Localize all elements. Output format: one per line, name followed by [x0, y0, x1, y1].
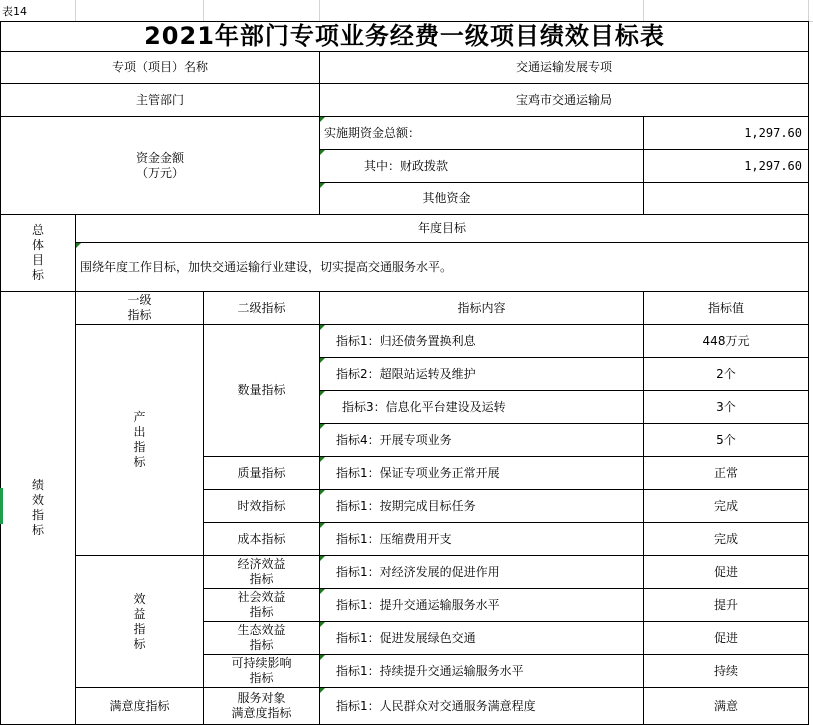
- quality-content[interactable]: 指标1：保证专项业务正常开展: [320, 457, 644, 490]
- cost-value[interactable]: 完成: [644, 523, 809, 556]
- ecological-value[interactable]: 促进: [644, 622, 809, 655]
- department-value[interactable]: 宝鸡市交通运输局: [320, 84, 809, 117]
- gridline: [203, 0, 204, 22]
- header-level2[interactable]: 二级指标: [204, 292, 320, 325]
- timeliness-value[interactable]: 完成: [644, 490, 809, 523]
- sustainable-value[interactable]: 持续: [644, 655, 809, 688]
- quantity-row-2-value[interactable]: 2个: [644, 358, 809, 391]
- funds-total-label[interactable]: 实施期资金总额：: [320, 117, 644, 150]
- sustainable-content[interactable]: 指标1：持续提升交通运输服务水平: [320, 655, 644, 688]
- timeliness-content[interactable]: 指标1：按期完成目标任务: [320, 490, 644, 523]
- gridline: [643, 0, 644, 22]
- quantity-row-2-content[interactable]: 指标2：超限站运转及维护: [320, 358, 644, 391]
- quantity-row-4-content[interactable]: 指标4：开展专项业务: [320, 424, 644, 457]
- project-label[interactable]: 专项（项目）名称: [0, 52, 320, 84]
- quantity-row-3-value[interactable]: 3个: [644, 391, 809, 424]
- service-value[interactable]: 满意: [644, 688, 809, 725]
- social-content[interactable]: 指标1：提升交通运输服务水平: [320, 589, 644, 622]
- economic-value[interactable]: 促进: [644, 556, 809, 589]
- page-title[interactable]: 2021年部门专项业务经费一级项目绩效目标表: [0, 21, 809, 52]
- department-label[interactable]: 主管部门: [0, 84, 320, 117]
- ecological-content[interactable]: 指标1：促进发展绿色交通: [320, 622, 644, 655]
- quality-label[interactable]: 质量指标: [204, 457, 320, 490]
- ecological-label[interactable]: 生态效益 指标: [204, 622, 320, 655]
- gridline: [319, 0, 320, 22]
- funds-other-value[interactable]: [644, 183, 809, 215]
- quantity-row-4-value[interactable]: 5个: [644, 424, 809, 457]
- service-content[interactable]: 指标1：人民群众对交通服务满意程度: [320, 688, 644, 725]
- economic-content[interactable]: 指标1：对经济发展的促进作用: [320, 556, 644, 589]
- output-indicators-label[interactable]: 产 出 指 标: [76, 325, 204, 556]
- timeliness-label[interactable]: 时效指标: [204, 490, 320, 523]
- project-value[interactable]: 交通运输发展专项: [320, 52, 809, 84]
- satisfaction-indicators-label[interactable]: 满意度指标: [76, 688, 204, 725]
- gridline: [808, 0, 809, 22]
- header-level1[interactable]: 一级 指标: [76, 292, 204, 325]
- quantity-row-1-content[interactable]: 指标1：归还债务置换利息: [320, 325, 644, 358]
- header-value[interactable]: 指标值: [644, 292, 809, 325]
- year-goal-text[interactable]: 围绕年度工作目标，加快交通运输行业建设，切实提高交通服务水平。: [76, 243, 809, 292]
- overall-goal-label[interactable]: 总 体 目 标: [0, 215, 76, 292]
- gridline: [75, 0, 76, 22]
- funds-label[interactable]: 资金金额 （万元）: [0, 117, 320, 215]
- selection-marker: [0, 488, 3, 524]
- funds-other-label[interactable]: 其他资金: [320, 183, 644, 215]
- funds-total-value[interactable]: 1,297.60: [644, 117, 809, 150]
- cost-content[interactable]: 指标1：压缩费用开支: [320, 523, 644, 556]
- quantity-row-3-content[interactable]: 指标3：信息化平台建设及运转: [320, 391, 644, 424]
- quality-value[interactable]: 正常: [644, 457, 809, 490]
- sustainable-label[interactable]: 可持续影响 指标: [204, 655, 320, 688]
- service-label[interactable]: 服务对象 满意度指标: [204, 688, 320, 725]
- benefit-indicators-label[interactable]: 效 益 指 标: [76, 556, 204, 688]
- funds-fiscal-value[interactable]: 1,297.60: [644, 150, 809, 183]
- year-goal-header[interactable]: 年度目标: [76, 215, 809, 243]
- cost-label[interactable]: 成本指标: [204, 523, 320, 556]
- social-label[interactable]: 社会效益 指标: [204, 589, 320, 622]
- header-content[interactable]: 指标内容: [320, 292, 644, 325]
- performance-label[interactable]: 绩 效 指 标: [0, 292, 76, 725]
- quantity-row-1-value[interactable]: 448万元: [644, 325, 809, 358]
- social-value[interactable]: 提升: [644, 589, 809, 622]
- quantity-label[interactable]: 数量指标: [204, 325, 320, 457]
- economic-label[interactable]: 经济效益 指标: [204, 556, 320, 589]
- funds-fiscal-label[interactable]: 其中：财政拨款: [320, 150, 644, 183]
- table-label[interactable]: 表14: [2, 5, 27, 18]
